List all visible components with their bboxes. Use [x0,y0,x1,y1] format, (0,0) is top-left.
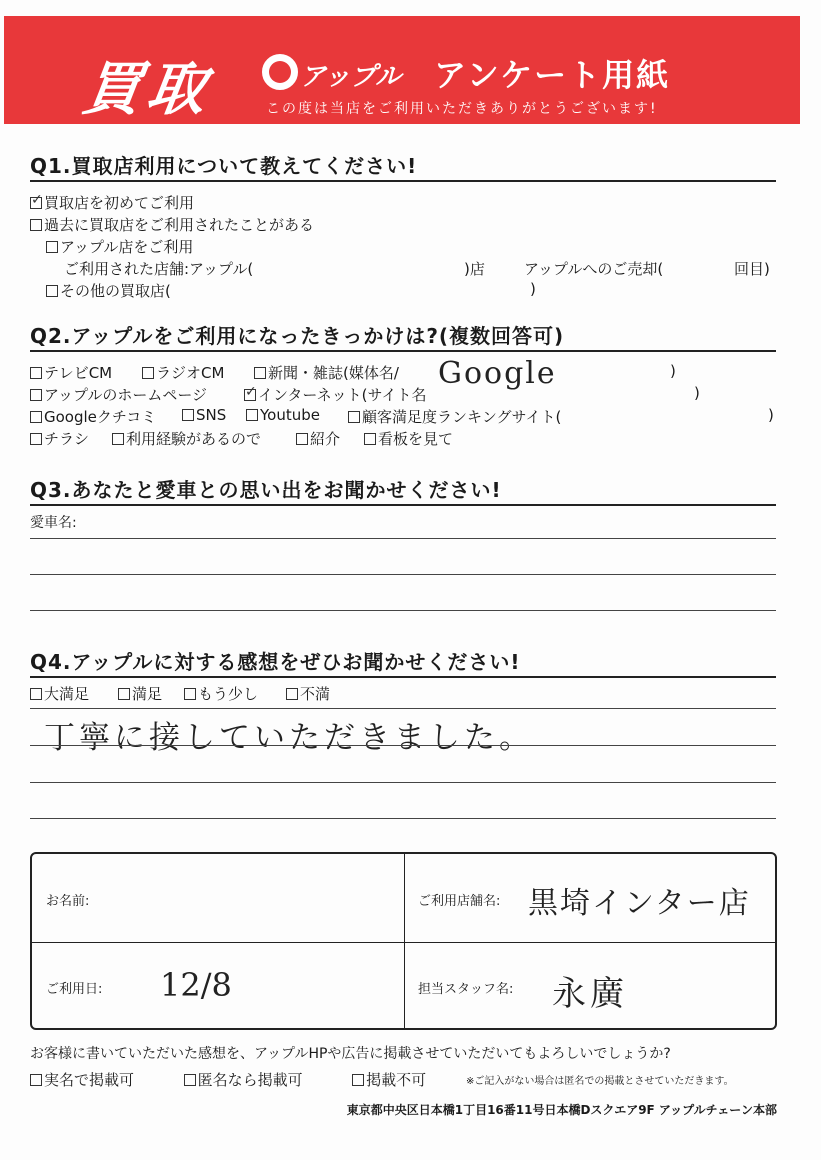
q2-referral[interactable] [296,428,340,449]
q2-tv[interactable] [30,362,112,383]
q4-writing-line [30,745,776,746]
q2-paper-label: 新聞・雑誌(媒体名/ [268,364,399,382]
q4-satisfied[interactable] [118,683,162,704]
q1-opt-other-label: その他の買取店( [60,282,171,300]
consent-options [30,1069,426,1090]
q2-referral-label: 紹介 [310,430,341,448]
consent-no-post[interactable]: 掲載不可 [366,1071,427,1089]
q2-signboard[interactable] [364,428,453,449]
consent-real-name[interactable]: 実名で掲載可 [44,1071,135,1089]
kaitori-logo: 買取 [78,55,217,123]
q2-internet-close: ) [694,384,700,402]
q2-homepage-label: アップルのホームページ [44,386,208,404]
brand-logo-text: アップル [300,62,402,92]
q1-opt-past-label: 過去に買取店をご利用されたことがある [44,216,315,234]
store-label: ご利用店舗名: [418,894,501,909]
checkbox-icon[interactable] [184,1074,196,1086]
q2-google-review-label: Googleクチコミ [44,408,157,426]
q4-title: Q4.アップルに対する感想をぜひお聞かせください! [30,650,521,674]
checkbox-icon[interactable] [364,433,376,445]
q3-divider [30,504,776,506]
q2-tv-label: テレビCM [44,364,113,382]
checkbox-icon[interactable] [184,688,196,700]
checkbox-icon[interactable] [30,1074,42,1086]
q4-very-satisfied[interactable] [30,683,89,704]
checkbox-icon[interactable] [246,409,258,421]
checkbox-icon[interactable] [142,367,154,379]
q4-writing-line [30,782,776,783]
checkbox-icon[interactable] [112,433,124,445]
checkbox-checked-icon[interactable] [30,197,42,209]
q4-unsatisfied[interactable] [286,683,330,704]
q2-internet[interactable] [244,384,426,405]
checkbox-icon[interactable] [118,688,130,700]
checkbox-icon[interactable] [286,688,298,700]
q2-internet-label: インターネット(サイト名 [258,386,427,404]
q4-writing-line [30,708,776,709]
q2-ranking-close: ) [768,406,774,424]
checkbox-icon[interactable] [46,285,58,297]
q1-opt-apple[interactable] [46,236,193,257]
internet-site-answer: Google [438,356,557,391]
consent-note: ※ご記入がない場合は匿名での掲載とさせていただきます。 [466,1076,734,1087]
q1-store-used [64,258,253,279]
checkbox-icon[interactable] [182,409,194,421]
q4-satisfied-label: 満足 [132,685,163,703]
q2-homepage[interactable] [30,384,207,405]
checkbox-icon[interactable] [296,433,308,445]
checkbox-icon[interactable] [30,367,42,379]
q2-ranking-label: 顧客満足度ランキングサイト( [362,408,562,426]
q4-divider [30,676,776,678]
q4-very-satisfied-label: 大満足 [44,685,90,703]
q2-ranking[interactable] [348,406,561,427]
store-used-prefix: ご利用された店舗:アップル( [64,260,254,278]
q3-title: Q3.あなたと愛車との思い出をお聞かせください! [30,478,502,502]
consent-anonymous[interactable]: 匿名なら掲載可 [197,1071,303,1089]
checkbox-icon[interactable] [30,411,42,423]
q1-sales-count-prefix: アップルへのご売却( [524,260,664,278]
footer-address: 東京都中央区日本橋1丁目16番11号日本橋Dスクエア9F アップルチェーン本部 [346,1103,777,1117]
q1-store-used-suffix: )店 [464,260,485,278]
q3-writing-line [30,610,776,611]
header-banner [4,16,800,124]
q3-writing-line [30,538,776,539]
q2-flyer[interactable] [30,428,89,449]
q1-opt-other[interactable] [46,280,171,301]
checkbox-icon[interactable] [352,1074,364,1086]
q4-somewhat[interactable] [184,683,258,704]
q2-radio[interactable] [142,362,224,383]
checkbox-icon[interactable] [254,367,266,379]
q1-other-close: ) [530,280,536,298]
q2-signboard-label: 看板を見て [378,430,454,448]
q2-flyer-label: チラシ [44,430,90,448]
survey-title: アンケート用紙 [434,56,671,94]
q3-writing-line [30,574,776,575]
q1-title: Q1.買取店利用について教えてください! [30,154,418,178]
staff-value: 永廣 [552,974,628,1014]
q1-opt-past[interactable] [30,214,314,235]
q2-divider [30,350,776,352]
customer-info-table [30,852,777,1030]
thanks-message: この度は当店をご利用いただきありがとうございます! [266,101,658,117]
q2-title: Q2.アップルをご利用になったきっかけは?(複数回答可) [30,324,565,348]
q1-sales-count-suffix: 回目) [734,260,770,278]
store-value: 黒埼インター店 [528,886,751,921]
name-label: お名前: [46,894,90,909]
q2-sns-label: SNS [196,406,227,424]
consent-question: お客様に書いていただいた感想を、アップルHPや広告に掲載させていただいてもよろしいでしょうか? [30,1046,671,1062]
q2-paper-close: ) [670,362,676,380]
checkbox-icon[interactable] [30,389,42,401]
q2-experience-label: 利用経験があるので [126,430,262,448]
comment-handwritten: 丁寧に接していただきました。 [44,720,534,756]
q2-youtube[interactable] [246,406,320,424]
q1-opt-first-label: 買取店を初めてご利用 [44,194,195,212]
apple-logo-icon [262,54,298,90]
checkbox-icon[interactable] [30,433,42,445]
checkbox-icon[interactable] [46,241,58,253]
staff-label: 担当スタッフ名: [418,982,514,997]
checkbox-icon[interactable] [30,688,42,700]
checkbox-icon[interactable] [30,219,42,231]
q1-divider [30,180,776,182]
date-value: 12/8 [160,966,232,1004]
q2-experience[interactable] [112,428,261,449]
q4-writing-line [30,818,776,819]
q1-opt-apple-label: アップル店をご利用 [60,238,194,256]
q1-opt-first[interactable] [30,192,194,213]
q4-unsatisfied-label: 不満 [300,685,331,703]
car-name-label: 愛車名: [30,515,77,531]
q2-radio-label: ラジオCM [156,364,225,382]
date-label: ご利用日: [46,982,103,997]
checkbox-checked-icon[interactable] [244,389,256,401]
q2-google-review[interactable] [30,406,156,427]
q2-paper[interactable] [254,362,399,383]
checkbox-icon[interactable] [348,411,360,423]
q4-somewhat-label: もう少し [198,685,259,703]
q2-youtube-label: Youtube [260,406,320,424]
q2-sns[interactable] [182,406,226,424]
